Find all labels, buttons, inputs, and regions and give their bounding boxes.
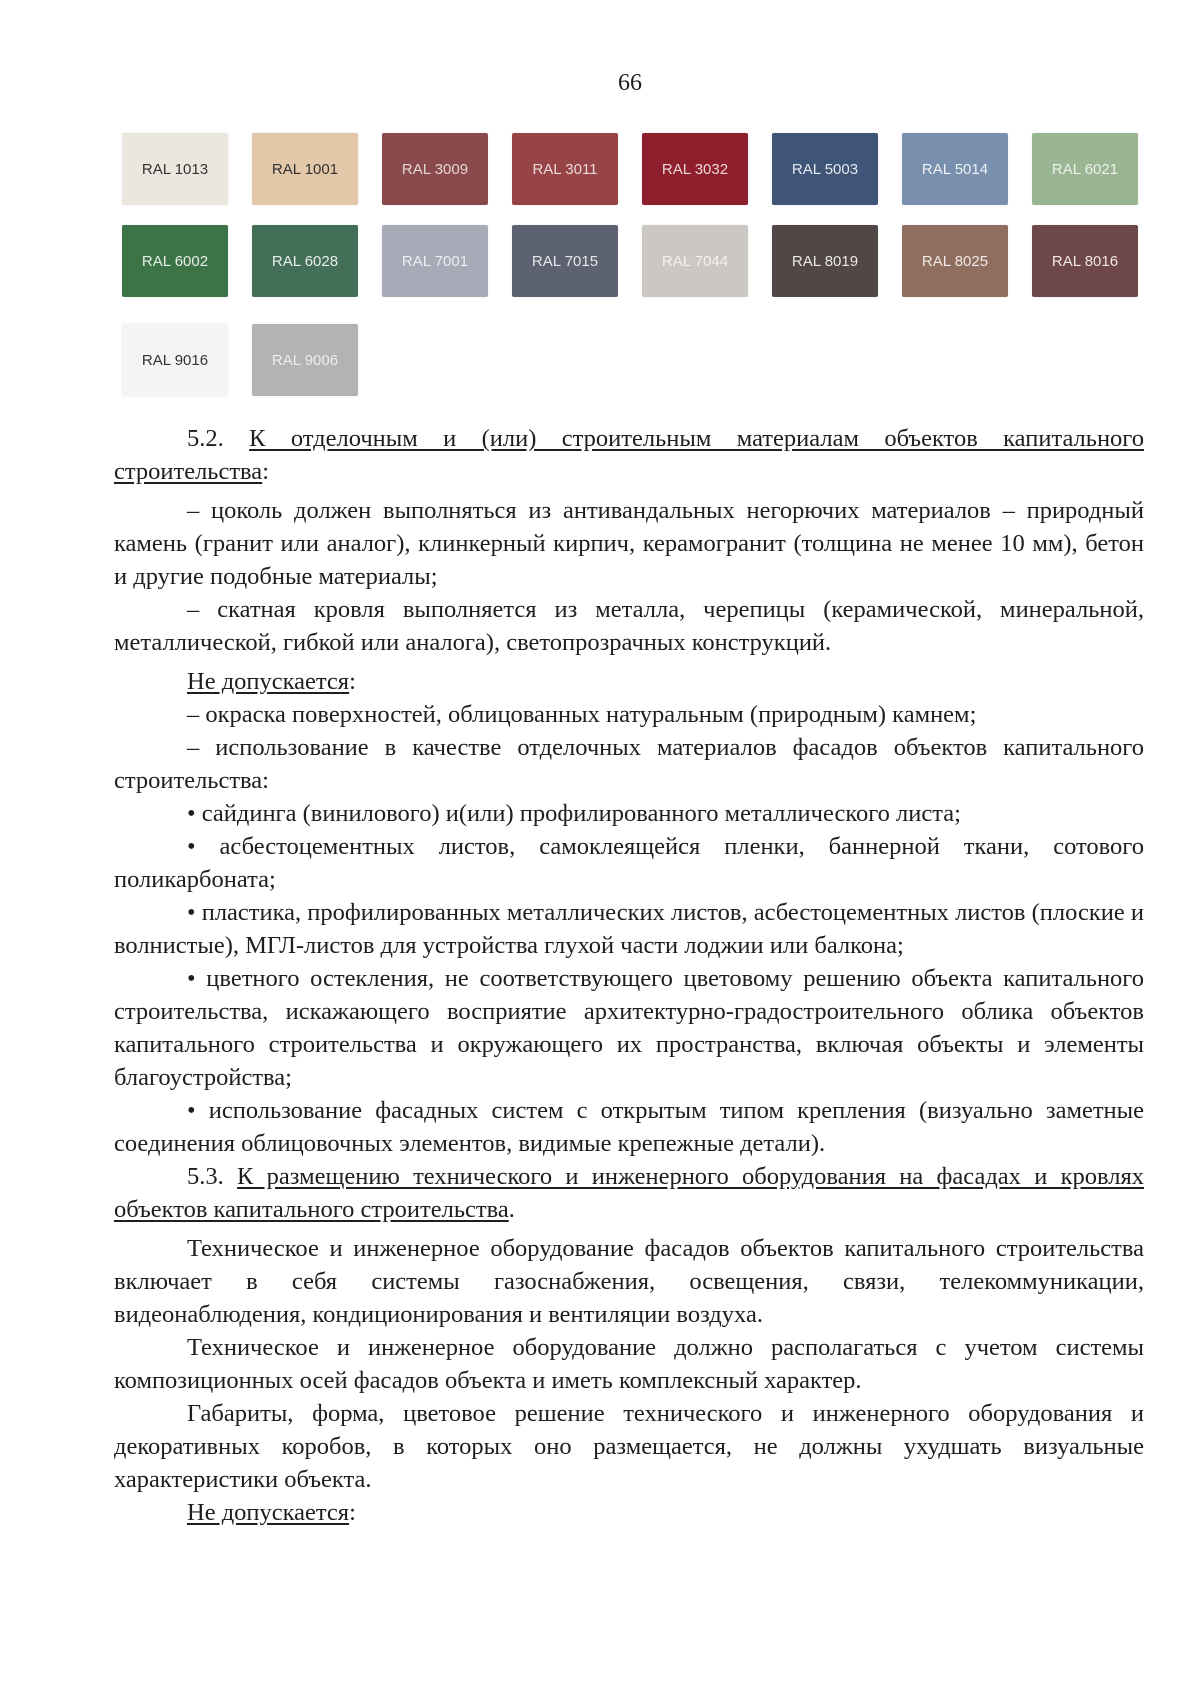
ral-color-palette [122,133,1142,416]
color-swatch: RAL 6021 [1032,133,1138,205]
color-swatch: RAL 9006 [252,324,358,396]
list-item: – окраска поверхностей, облицованных натуральным (природным) камнем; [187,701,977,728]
color-swatch: RAL 9016 [122,324,228,396]
bullet-item: • сайдинга (винилового) и(или) профилированного металлического листа; [187,800,961,827]
section-5-3-title: К размещению технического и инженерного оборудования на фасадах и кровлях объектов капитального строительства [114,1163,1144,1223]
list-item: – скатная кровля выполняется из металла, черепицы (керамической, минеральной, металлической, гибкой или аналога), светопрозрачных конструкций. [114,596,1144,656]
color-swatch: RAL 8016 [1032,225,1138,297]
swatch-row [122,324,1142,396]
bullet-item: • использование фасадных систем с открытым типом крепления (визуально заметные соединения облицовочных элементов, видимые крепежные детали). [114,1097,1144,1157]
bullet-item: • асбестоцементных листов, самоклеящейся пленки, баннерной ткани, сотового поликарбоната; [114,833,1144,893]
document-body [114,422,1144,1529]
color-swatch: RAL 7015 [512,225,618,297]
list-item: – цоколь должен выполняться из антивандальных негорючих материалов – природный камень (гранит или аналог), клинкерный кирпич, керамогранит (толщина не менее 10 мм), бетон и другие подобные материалы; [114,497,1144,590]
color-swatch: RAL 5014 [902,133,1008,205]
color-swatch: RAL 1001 [252,133,358,205]
not-allowed-heading: Не допускается: [187,1499,356,1526]
not-allowed-heading: Не допускается: [187,668,356,695]
bullet-item: • цветного остекления, не соответствующего цветовому решению объекта капитального строительства, искажающего восприятие архитектурно-градостроительного облика объектов капитального строительства и окружающего их пространства, включая объекты и элементы благоустройства; [114,965,1144,1091]
swatch-row [122,133,1142,205]
color-swatch: RAL 8019 [772,225,878,297]
color-swatch: RAL 6028 [252,225,358,297]
color-swatch: RAL 8025 [902,225,1008,297]
color-swatch: RAL 3009 [382,133,488,205]
page-number: 66 [618,70,642,96]
section-5-2-heading: 5.2. К отделочным и (или) строительным материалам объектов капитального строительства: [114,425,1144,485]
color-swatch: RAL 1013 [122,133,228,205]
section-5-3-heading: 5.3. К размещению технического и инженерного оборудования на фасадах и кровлях объектов капитального строительства. [114,1163,1144,1223]
swatch-row [122,225,1142,297]
paragraph: Техническое и инженерное оборудование фасадов объектов капитального строительства включает в себя системы газоснабжения, освещения, связи, телекоммуникации, видеонаблюдения, кондиционирования и вентиляции воздуха. [114,1235,1144,1328]
bullet-item: • пластика, профилированных металлических листов, асбестоцементных листов (плоские и волнистые), МГЛ-листов для устройства глухой части лоджии или балкона; [114,899,1144,959]
color-swatch: RAL 5003 [772,133,878,205]
paragraph: Габариты, форма, цветовое решение технического и инженерного оборудования и декоративных коробов, в которых оно размещается, не должны ухудшать визуальные характеристики объекта. [114,1400,1144,1493]
color-swatch: RAL 3011 [512,133,618,205]
color-swatch: RAL 3032 [642,133,748,205]
list-item: – использование в качестве отделочных материалов фасадов объектов капитального строительства: [114,734,1144,794]
color-swatch: RAL 7044 [642,225,748,297]
color-swatch: RAL 7001 [382,225,488,297]
color-swatch: RAL 6002 [122,225,228,297]
section-5-2-title: К отделочным и (или) строительным материалам объектов капитального строительства [114,425,1144,485]
paragraph: Техническое и инженерное оборудование должно располагаться с учетом системы композиционных осей фасадов объекта и иметь комплексный характер. [114,1334,1144,1394]
